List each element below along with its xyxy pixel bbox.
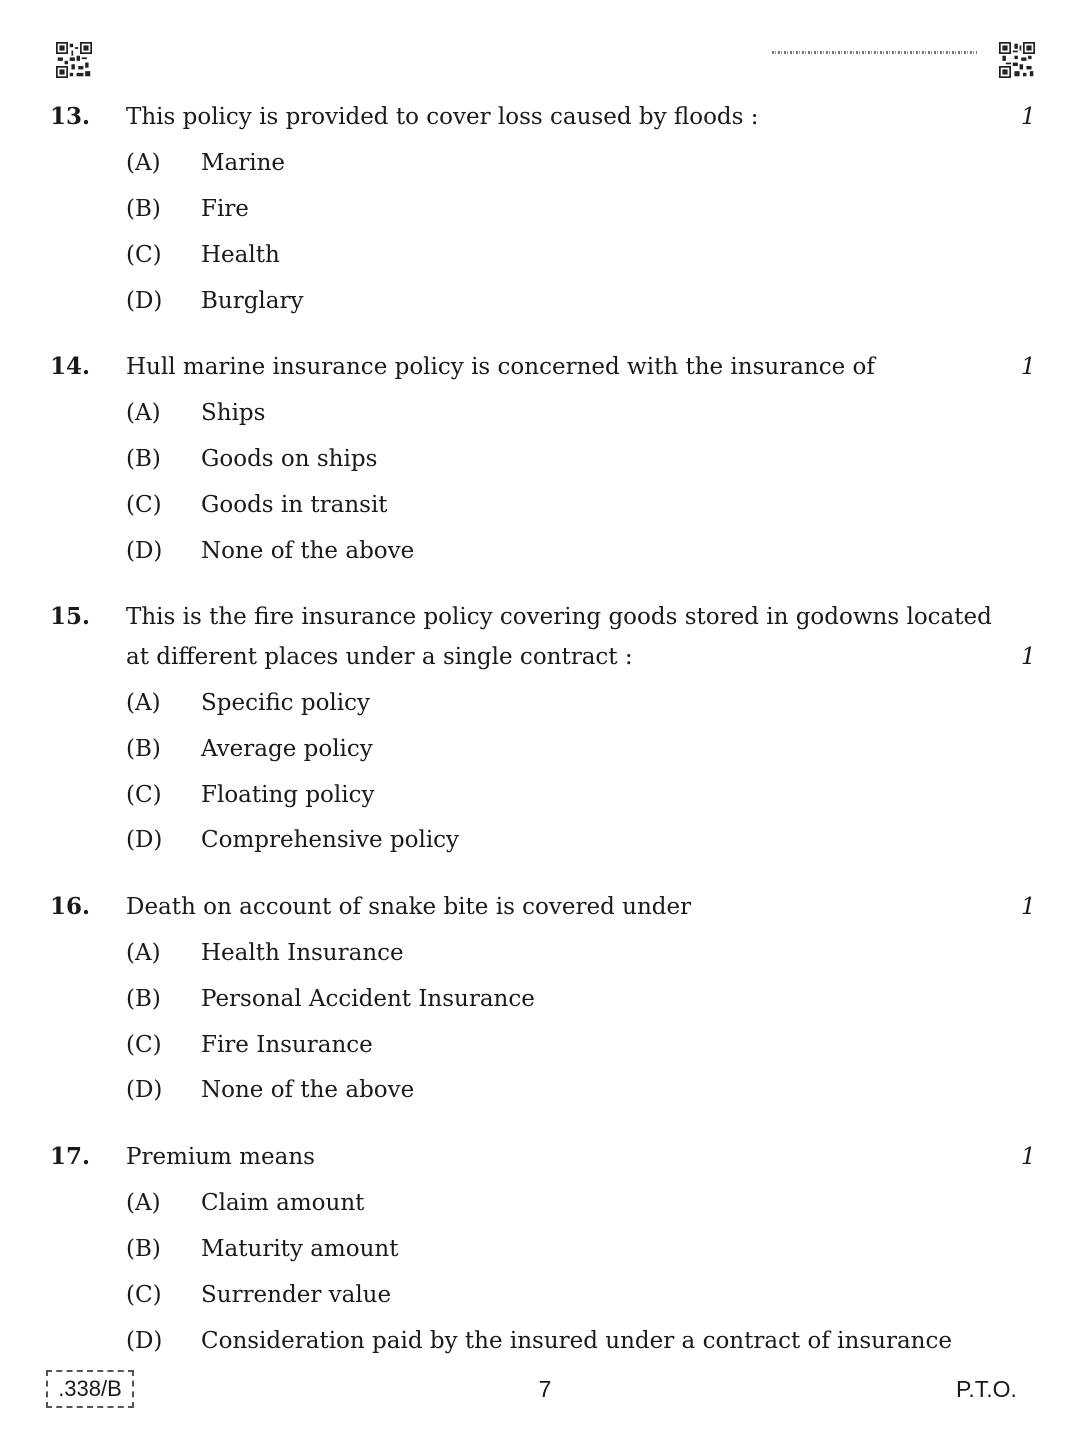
option-letter: (D) xyxy=(126,1328,163,1354)
option-text: Specific policy xyxy=(201,690,371,716)
option-text: Marine xyxy=(201,150,286,176)
option-text: Comprehensive policy xyxy=(201,827,460,853)
option-letter: (B) xyxy=(126,1236,161,1262)
option-text: Goods on ships xyxy=(201,446,378,472)
option-text: Personal Accident Insurance xyxy=(201,986,535,1012)
qr-code-right-icon xyxy=(999,42,1035,78)
option-b xyxy=(126,1229,1026,1269)
option-letter: (A) xyxy=(126,400,161,426)
option-c xyxy=(126,775,1026,815)
option-text: Maturity amount xyxy=(201,1236,399,1262)
question-marks: 1 xyxy=(1021,104,1036,130)
option-letter: (D) xyxy=(126,288,163,314)
option-text: None of the above xyxy=(201,538,415,564)
option-text: Consideration paid by the insured under a contract of insurance xyxy=(201,1328,952,1354)
option-b xyxy=(126,979,1026,1019)
option-letter: (A) xyxy=(126,150,161,176)
option-a xyxy=(126,933,1026,973)
option-letter: (C) xyxy=(126,1282,162,1308)
option-letter: (A) xyxy=(126,1190,161,1216)
option-text: Fire Insurance xyxy=(201,1032,373,1058)
option-text: Goods in transit xyxy=(201,492,388,518)
option-text: Floating policy xyxy=(201,782,375,808)
qr-code-left-icon xyxy=(56,42,92,78)
option-letter: (C) xyxy=(126,782,162,808)
option-letter: (B) xyxy=(126,196,161,222)
option-text: Ships xyxy=(201,400,266,426)
question-marks: 1 xyxy=(1021,1144,1036,1170)
option-letter: (C) xyxy=(126,242,162,268)
paper-code-box: .338/B xyxy=(46,1370,134,1408)
option-d xyxy=(126,1070,1026,1110)
option-text: Health Insurance xyxy=(201,940,404,966)
option-b xyxy=(126,439,1026,479)
option-letter: (D) xyxy=(126,1077,163,1103)
question-number: 14. xyxy=(50,353,91,380)
option-text: Burglary xyxy=(201,288,304,314)
option-letter: (B) xyxy=(126,986,161,1012)
option-b xyxy=(126,729,1026,769)
option-d xyxy=(126,281,1026,321)
option-a xyxy=(126,683,1026,723)
option-text: None of the above xyxy=(201,1077,415,1103)
question-number: 13. xyxy=(50,103,91,130)
pto-label: P.T.O. xyxy=(956,1376,1017,1402)
option-d xyxy=(126,1321,1026,1361)
option-letter: (D) xyxy=(126,538,163,564)
question-text: Hull marine insurance policy is concerned with the insurance of xyxy=(126,354,875,380)
question-text: Death on account of snake bite is covered under xyxy=(126,894,692,920)
question-marks: 1 xyxy=(1021,894,1036,920)
option-c xyxy=(126,235,1026,275)
option-c xyxy=(126,1275,1026,1315)
option-a xyxy=(126,393,1026,433)
option-a xyxy=(126,1183,1026,1223)
option-d xyxy=(126,531,1026,571)
option-d xyxy=(126,820,1026,860)
option-letter: (C) xyxy=(126,1032,162,1058)
option-b xyxy=(126,189,1026,229)
question-number: 15. xyxy=(50,603,91,630)
question-number: 16. xyxy=(50,893,91,920)
option-letter: (D) xyxy=(126,827,163,853)
question-text: This is the fire insurance policy covering goods stored in godowns located at different places under a single contract : xyxy=(126,604,992,670)
option-c xyxy=(126,1025,1026,1065)
option-text: Health xyxy=(201,242,280,268)
option-text: Claim amount xyxy=(201,1190,365,1216)
option-letter: (B) xyxy=(126,446,161,472)
option-letter: (C) xyxy=(126,492,162,518)
question-number: 17. xyxy=(50,1143,91,1170)
option-letter: (A) xyxy=(126,940,161,966)
header-barcode-strip xyxy=(772,51,977,54)
question-marks: 1 xyxy=(1021,644,1036,670)
option-a xyxy=(126,143,1026,183)
option-letter: (B) xyxy=(126,736,161,762)
question-text: Premium means xyxy=(126,1144,315,1170)
option-letter: (A) xyxy=(126,690,161,716)
option-text: Average policy xyxy=(201,736,373,762)
page-number: 7 xyxy=(538,1376,552,1402)
question-marks: 1 xyxy=(1021,354,1036,380)
option-c xyxy=(126,485,1026,525)
question-text: This policy is provided to cover loss caused by floods : xyxy=(126,104,759,130)
option-text: Surrender value xyxy=(201,1282,392,1308)
option-text: Fire xyxy=(201,196,249,222)
